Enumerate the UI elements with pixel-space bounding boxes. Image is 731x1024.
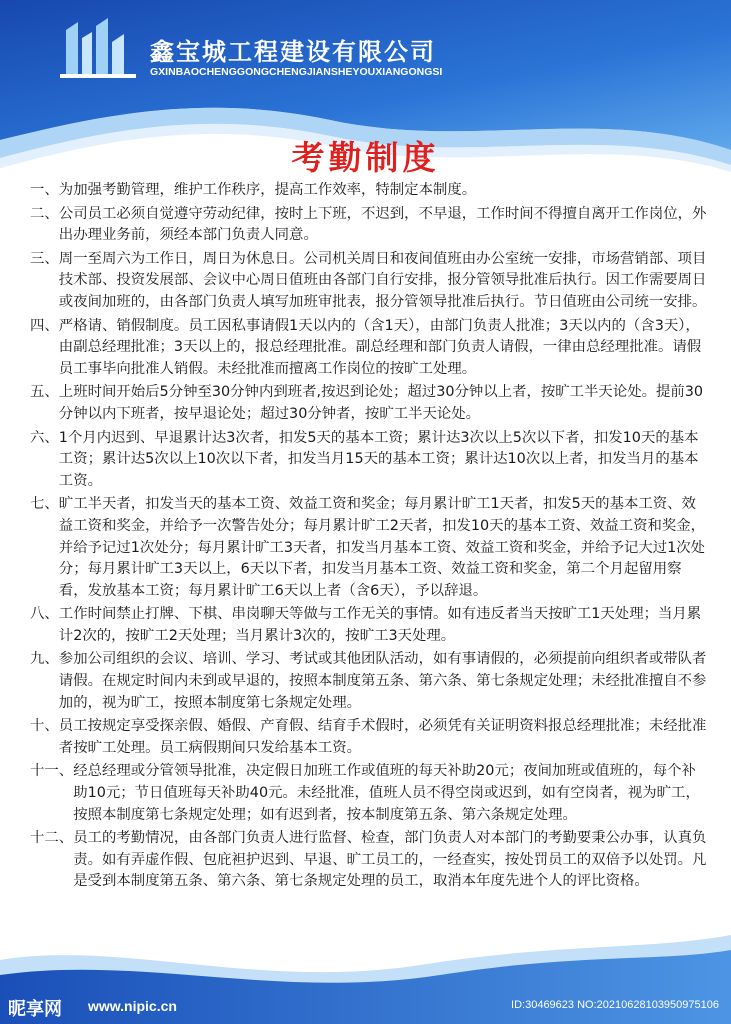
article-number: 八、 [30, 606, 59, 623]
company-pinyin: GXINBAOCHENGGONGCHENGJIANSHEYOUXIANGONGSI [150, 66, 443, 78]
article-text: 周一至周六为工作日，周日为休息日。公司机关周日和夜间值班由办公室统一安排，市场营销部、项目技术部、投资发展部、会议中心周日值班由各部门自行安排，报分管领导批准后执行。因工作需要周日或夜间加班的，由各部门负责人填写加班审批表，报分管领导批准后执行。节日值班由公司统一安排。 [58, 250, 707, 310]
article-number: 十二、 [30, 830, 74, 847]
article-text: 员工的考勤情况，由各部门负责人进行监督、检查，部门负责人对本部门的考勤要秉公办事，认真负责。如有弄虚作假、包庇袒护迟到、早退、旷工员工的，一经查实，按处罚员工的双倍予以处罚。凡是受到本制度第五条、第六条、第七条规定处理的员工，取消本年度先进个人的评比资格。 [73, 830, 707, 890]
article-11 [30, 761, 710, 826]
article-number: 三、 [30, 250, 59, 267]
company-logo-icon [58, 12, 138, 82]
header [0, 0, 731, 110]
article-number: 五、 [30, 384, 59, 401]
article-text: 为加强考勤管理，维护工作秩序，提高工作效率，特制定本制度。 [58, 182, 477, 198]
watermark-site-name: 昵享网 [8, 999, 62, 1020]
article-text: 员工按规定享受探亲假、婚假、产育假、结育手术假时，必须凭有关证明资料报总经理批准；未经批准者按旷工处理。员工病假期间只发给基本工资。 [58, 718, 707, 756]
article-9 [30, 649, 710, 714]
article-number: 四、 [30, 317, 59, 334]
article-6 [30, 428, 710, 493]
article-number: 十、 [30, 718, 59, 735]
article-text: 1个月内迟到、早退累计达3次者，扣发5天的基本工资；累计达3次以上5次以下者，扣发10天的基本工资；累计达5次以上10次以下者，扣发当月15天的基本工资；累计达10次以上者，扣发当月的基本工资。 [58, 429, 699, 489]
article-number: 二、 [30, 205, 59, 222]
page-title: 考勤制度 [291, 138, 440, 177]
article-text: 参加公司组织的会议、培训、学习、考试或其他团队活动，如有事请假的，必须提前向组织者或带队者请假。在规定时间内未到或早退的，按照本制度第五条、第六条、第七条规定处理；未经批准擅自不参加的，视为旷工，按照本制度第七条规定处理。 [58, 651, 707, 711]
article-text: 严格请、销假制度。员工因私事请假1天以内的（含1天），由部门负责人批准；3天以内的（含3天），由副总经理批准；3天以上的，报总经理批准。副总经理和部门负责人请假，一律由总经理批准。请假员工事毕向批准人销假。未经批准而擅离工作岗位的按旷工处理。 [58, 317, 702, 377]
company-name: 鑫宝城工程建设有限公司 [150, 38, 436, 66]
article-text: 上班时间开始后5分钟至30分钟内到班者,按迟到论处；超过30分钟以上者，按旷工半天论处。提前30分钟以内下班者，按早退论处；超过30分钟者，按旷工半天论处。 [58, 384, 704, 422]
articles-list [30, 180, 710, 895]
article-12 [30, 828, 710, 893]
article-text: 公司员工必须自觉遵守劳动纪律，按时上下班，不迟到，不早退，工作时间不得擅自离开工作岗位，外出办理业务前，须经本部门负责人同意。 [58, 205, 707, 244]
article-number: 十一、 [30, 763, 74, 780]
article-number: 一、 [30, 182, 59, 198]
article-3 [30, 249, 710, 314]
article-10 [30, 716, 710, 759]
article-text: 经总经理或分管领导批准，决定假日加班工作或值班的每天补助20元；夜间加班或值班的，每个补助10元；节日值班每天补助40元。未经批准，值班人员不得空岗或迟到，如有空岗者，视为旷工，按照本制度第七条规定处理；如有迟到者，按本制度第五条、第六条规定处理。 [73, 763, 700, 823]
article-5 [30, 382, 710, 425]
article-number: 七、 [30, 496, 59, 513]
article-text: 旷工半天者，扣发当天的基本工资、效益工资和奖金；每月累计旷工1天者，扣发5天的基本工资、效益工资和奖金，并给予一次警告处分；每月累计旷工2天者，扣发10天的基本工资、效益工资和奖金，并给予记过1次处分；每月累计旷工3天者，扣发当月基本工资、效益工资和奖金，并给予记大过1次处分；每月累计旷工3天以上，6天以下者，扣发当月基本工资、效益工资和奖金，第二个月起留用察看，发放基本工资；每月累计旷工6天以上者（含6天），予以辞退。 [58, 496, 706, 599]
article-text: 工作时间禁止打牌、下棋、串岗聊天等做与工作无关的事情。如有违反者当天按旷工1天处理；当月累计2次的，按旷工2天处理；当月累计3次的，按旷工3天处理。 [58, 606, 702, 644]
article-1 [30, 180, 710, 202]
article-4 [30, 316, 710, 381]
article-2 [30, 204, 710, 247]
watermark-id: ID:30469623 NO:20210628103950975106 [511, 999, 719, 1011]
article-number: 九、 [30, 651, 59, 668]
article-number: 六、 [30, 429, 59, 446]
watermark-url: www.nipic.cn [88, 998, 177, 1014]
article-7 [30, 494, 710, 602]
article-8 [30, 604, 710, 647]
